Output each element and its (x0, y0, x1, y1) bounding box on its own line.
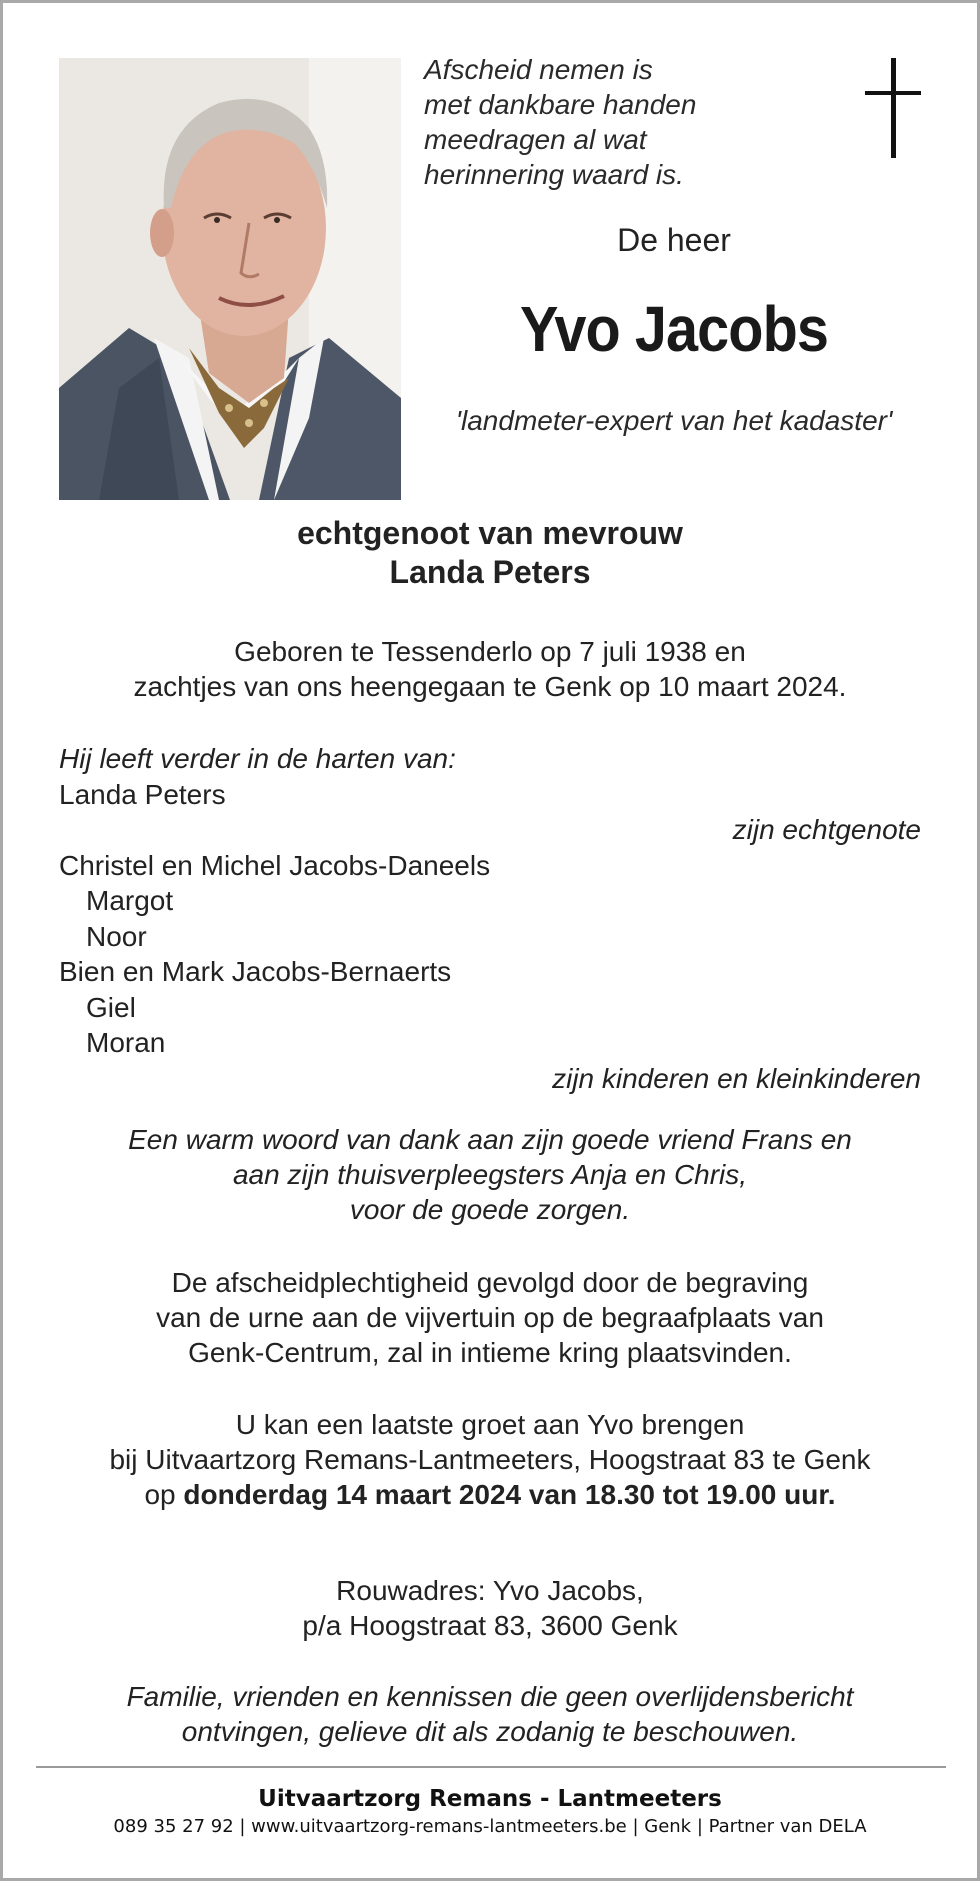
mourning-address (40, 1573, 940, 1643)
address-line: Rouwadres: Yvo Jacobs, (336, 1575, 644, 1606)
birth-line: Geboren te Tessenderlo op 7 juli 1938 en (234, 636, 746, 667)
cross-icon (865, 58, 921, 158)
poem-line: met dankbare handen (424, 89, 697, 120)
birth-death-text (40, 634, 940, 704)
family-list (59, 741, 921, 1096)
thanks-line: aan zijn thuisverpleegsters Anja en Chris, (232, 1159, 748, 1190)
family-grandchild: Moran (86, 1027, 166, 1058)
thanks-line: Een warm woord van dank aan zijn goede vriend Frans en (128, 1124, 852, 1155)
family-children-relation: zijn kinderen en kleinkinderen (552, 1062, 921, 1094)
visit-datetime-line (40, 1477, 940, 1512)
farewell-poem (424, 52, 844, 192)
footer-divider (36, 1766, 946, 1768)
family-spouse-relation: zijn echtgenote (732, 814, 921, 845)
ceremony-line: De afscheidplechtigheid gevolgd door de begraving (171, 1267, 809, 1298)
family-spouse-name: Landa Peters (59, 778, 226, 810)
ceremony-line: van de urne aan de vijvertuin op de begraafplaats van (156, 1302, 824, 1333)
visit-datetime: donderdag 14 maart 2024 van 18.30 tot 19.00 uur. (183, 1479, 836, 1510)
thanks-text (40, 1122, 940, 1227)
closing-text (40, 1679, 940, 1749)
funeral-home-name: Uitvaartzorg Remans - Lantmeeters (258, 1786, 722, 1812)
ceremony-line: Genk-Centrum, zal in intieme kring plaatsvinden. (188, 1337, 792, 1368)
ceremony-text (40, 1265, 940, 1370)
family-grandchild: Margot (86, 885, 174, 916)
closing-line: ontvingen, gelieve dit als zodanig te beschouwen. (181, 1716, 799, 1747)
funeral-home-contact: 089 35 27 92 | www.uitvaartzorg-remans-lantmeeters.be | Genk | Partner van DELA (113, 1816, 867, 1837)
closing-line: Familie, vrienden en kennissen die geen overlijdensbericht (126, 1681, 854, 1712)
poem-line: meedragen al wat (424, 124, 647, 155)
spouse-relation: echtgenoot van mevrouw (297, 515, 683, 551)
visit-prefix: op (144, 1479, 184, 1510)
spouse-name: Landa Peters (389, 554, 591, 590)
visit-line: U kan een laatste groet aan Yvo brengen (235, 1409, 745, 1440)
death-line: zachtjes van ons heengegaan te Genk op 10 maart 2024. (133, 671, 847, 702)
visit-line: bij Uitvaartzorg Remans-Lantmeeters, Hoogstraat 83 te Genk (109, 1444, 871, 1475)
thanks-line: voor de goede zorgen. (349, 1194, 631, 1225)
family-child-couple: Bien en Mark Jacobs-Bernaerts (59, 956, 452, 987)
poem-line: Afscheid nemen is (424, 54, 653, 85)
family-intro: Hij leeft verder in de harten van: (59, 743, 456, 774)
profession: 'landmeter-expert van het kadaster' (455, 405, 893, 436)
spouse-heading (0, 514, 980, 592)
portrait-photo (59, 58, 401, 500)
family-grandchild: Noor (86, 920, 147, 952)
address-line: p/a Hoogstraat 83, 3600 Genk (302, 1610, 678, 1641)
deceased-name: Yvo Jacobs (520, 293, 828, 365)
salutation: De heer (617, 222, 731, 258)
portrait-illustration (59, 58, 401, 500)
visit-text (40, 1407, 940, 1512)
family-child-couple: Christel en Michel Jacobs-Daneels (59, 849, 491, 881)
poem-line: herinnering waard is. (424, 159, 684, 190)
family-grandchild: Giel (86, 991, 136, 1023)
